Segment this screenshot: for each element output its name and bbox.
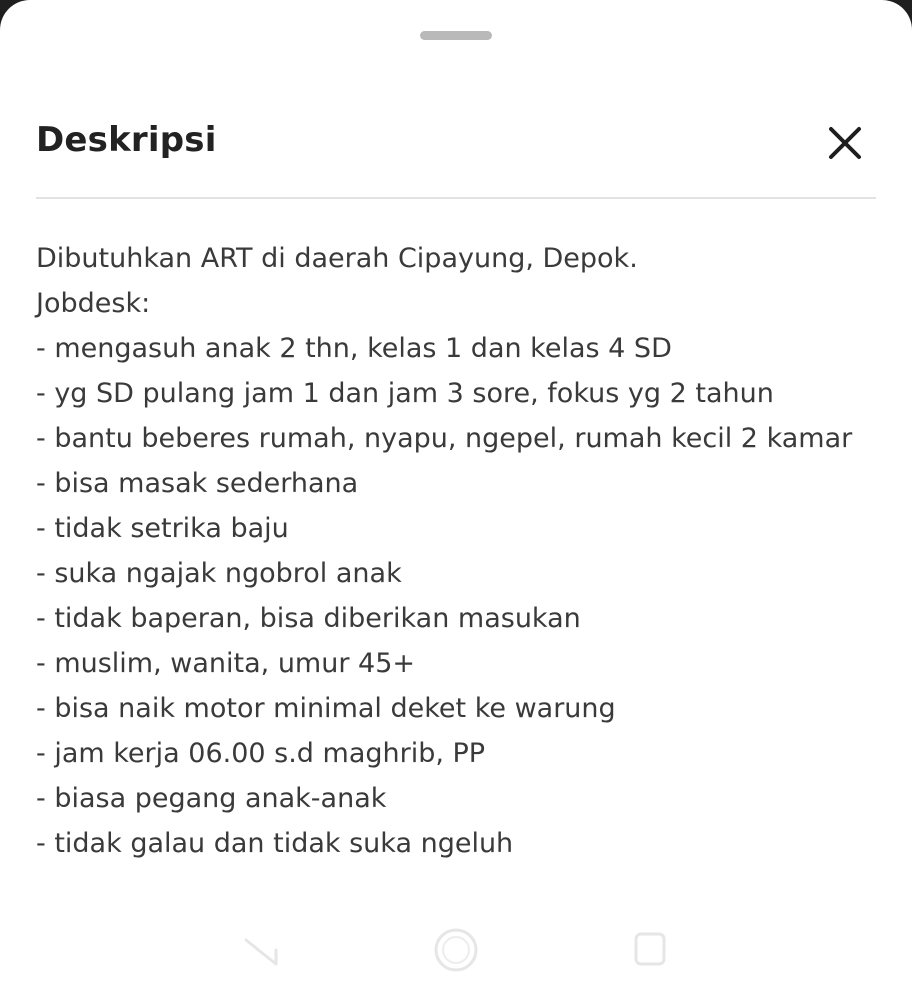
home-icon: [430, 924, 482, 976]
home-button[interactable]: [430, 924, 482, 976]
description-line: - suka ngajak ngobrol anak: [36, 558, 402, 589]
description-line: - tidak galau dan tidak suka ngeluh: [36, 828, 514, 859]
sheet-header: [36, 112, 876, 176]
description-line: - tidak baperan, bisa diberikan masukan: [36, 603, 581, 634]
description-line: - biasa pegang anak-anak: [36, 783, 387, 814]
sheet-title: Deskripsi: [36, 120, 217, 160]
sheet-drag-handle[interactable]: [420, 31, 492, 40]
description-line: - bisa naik motor minimal deket ke warung: [36, 693, 616, 724]
close-button[interactable]: [822, 120, 868, 166]
description-body: [36, 236, 896, 866]
sheet-corner: [852, 0, 912, 60]
system-navigation-bar: [0, 910, 912, 990]
description-line: - bisa masak sederhana: [36, 468, 359, 499]
recent-apps-icon: [624, 924, 676, 976]
description-line: - jam kerja 06.00 s.d maghrib, PP: [36, 738, 486, 769]
back-button[interactable]: [238, 924, 290, 976]
description-line: Jobdesk:: [36, 288, 151, 319]
description-line: Dibutuhkan ART di daerah Cipayung, Depok.: [36, 243, 638, 274]
close-icon: [822, 120, 868, 166]
recent-apps-button[interactable]: [624, 924, 676, 976]
header-divider: [36, 197, 876, 199]
back-icon: [238, 924, 290, 976]
description-line: - muslim, wanita, umur 45+: [36, 648, 416, 679]
description-line: - bantu beberes rumah, nyapu, ngepel, rumah kecil 2 kamar: [36, 423, 853, 454]
description-line: - tidak setrika baju: [36, 513, 289, 544]
description-line: - mengasuh anak 2 thn, kelas 1 dan kelas 4 SD: [36, 333, 672, 364]
sheet-corner: [0, 0, 60, 60]
description-line: - yg SD pulang jam 1 dan jam 3 sore, fokus yg 2 tahun: [36, 378, 774, 409]
